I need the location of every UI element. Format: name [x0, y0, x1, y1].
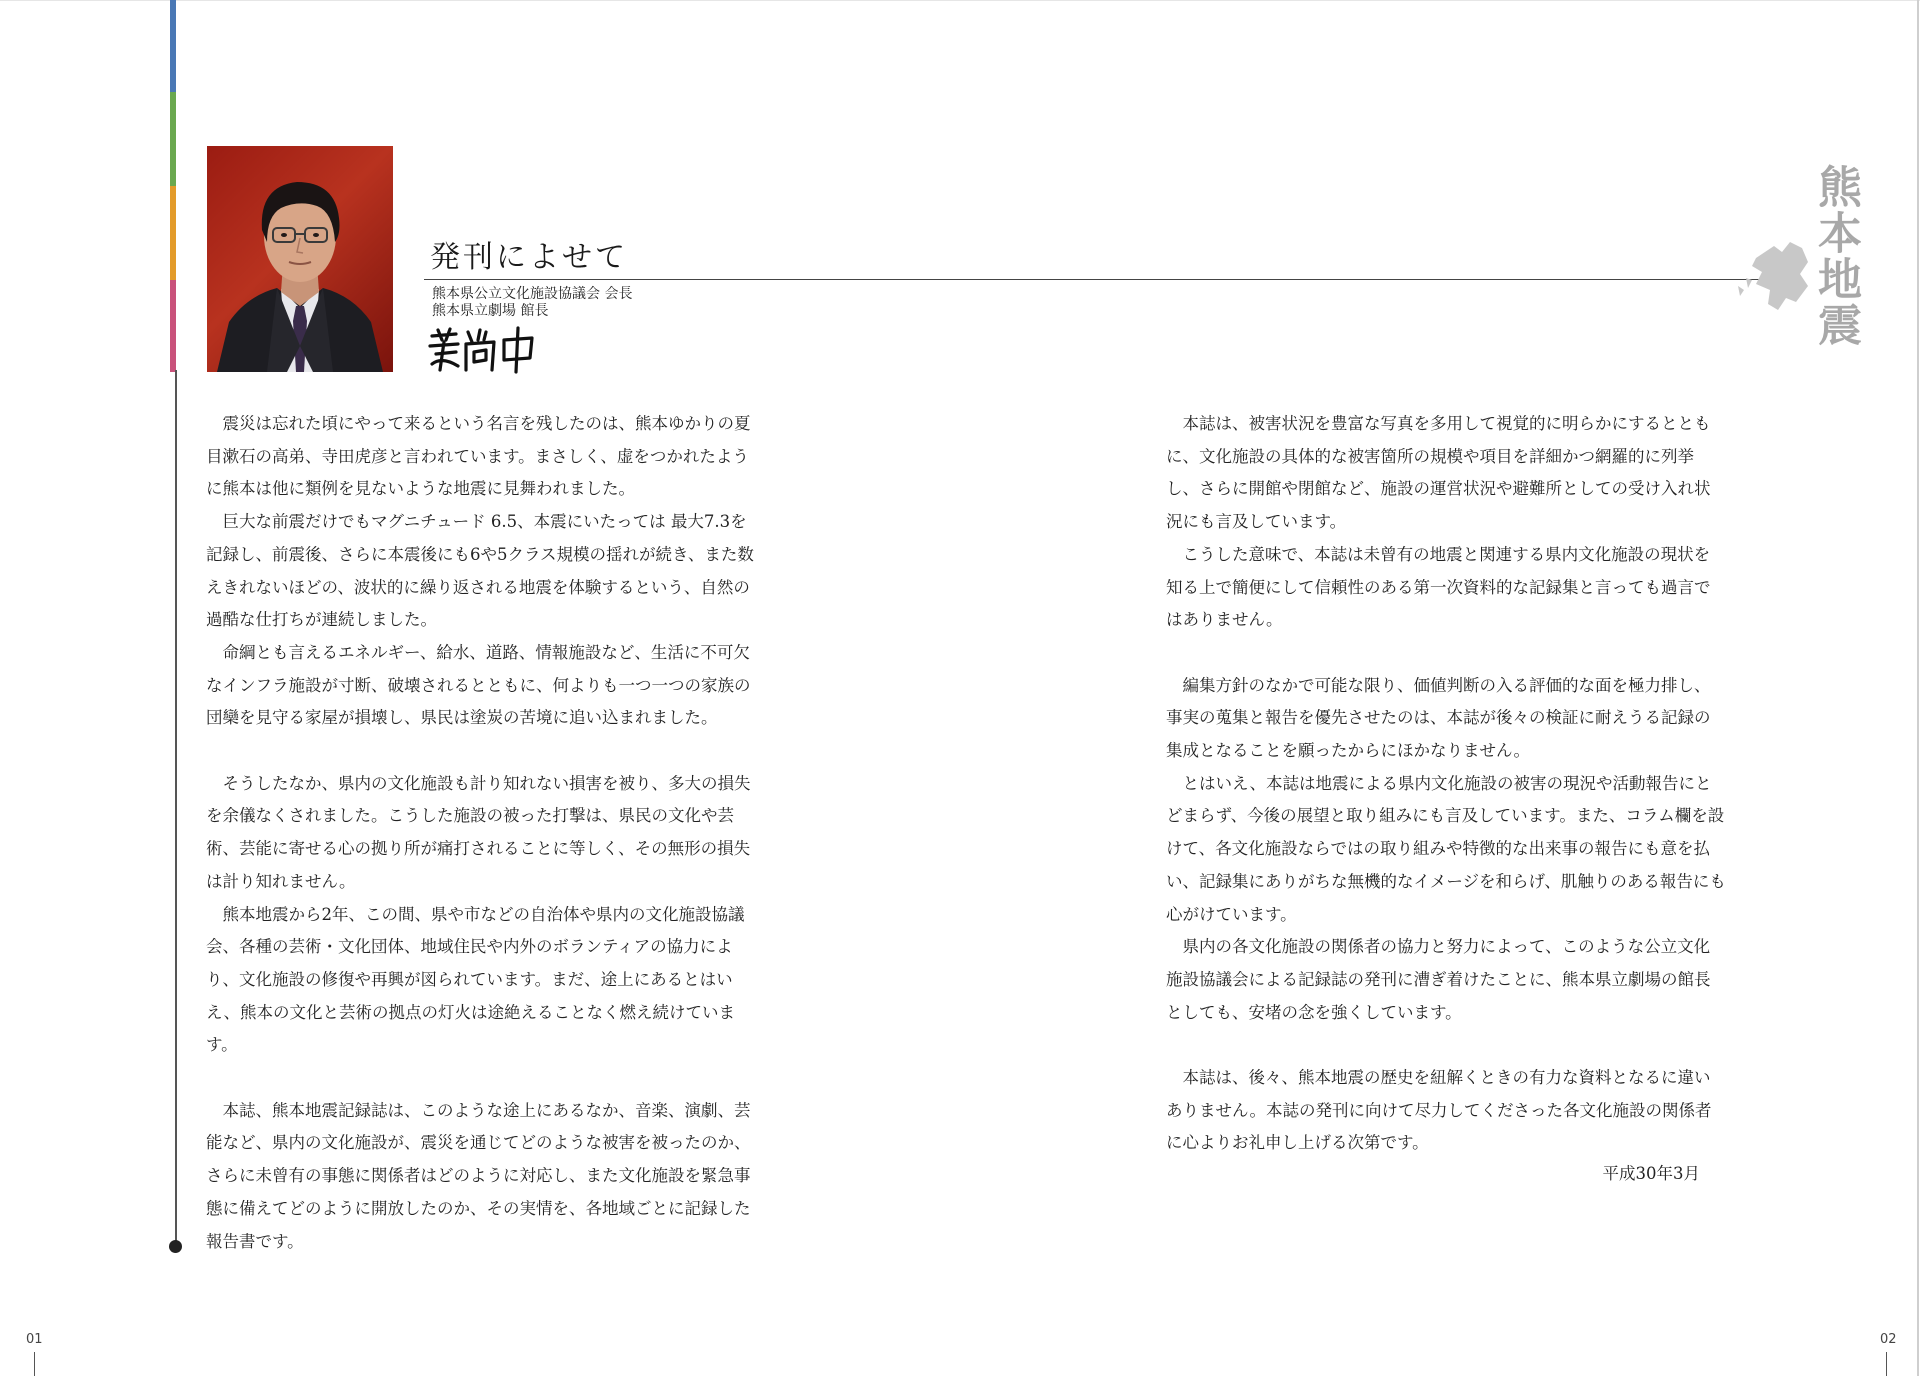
logo-title: 熊本地震 [1810, 164, 1861, 348]
timeline-end-dot [169, 1240, 182, 1253]
accent-bar-blue [170, 0, 176, 92]
page-number-right: 02 [1880, 1332, 1897, 1347]
accent-bar-green [170, 92, 176, 186]
author-affiliation [432, 286, 632, 320]
accent-bar-orange [170, 186, 176, 280]
paragraph: こうした意味で、本誌は未曾有の地震と関連する県内文化施設の現状を知る上で簡便にして信頼性のある第一次資料的な記録集と言っても過言ではありません。 [1166, 544, 1711, 630]
paragraph: 巨大な前震だけでもマグニチュード 6.5、本震にいたっては 最大7.3を記録し、前震後、さらに本震後にも6や5クラス規模の揺れが続き、また数えきれないほどの、波状的に繰り返される地震を体験するという、自然の過酷な仕打ちが連続しました。 [206, 512, 754, 630]
signature-strokes [428, 326, 538, 374]
body-column-left [206, 408, 762, 1258]
affiliation-line-1: 熊本県公立文化施設協議会 会長 [432, 286, 633, 302]
accent-bar-pink [170, 280, 176, 372]
author-signature [428, 326, 538, 378]
publication-date: 平成30年3月 [1602, 1164, 1700, 1183]
body-column-right [1166, 408, 1726, 1160]
paragraph: 本誌は、被害状況を豊富な写真を多用して視覚的に明らかにするとともに、文化施設の具体的な被害箇所の規模や項目を詳細かつ網羅的に列挙し、さらに開館や閉館など、施設の運営状況や避難所としての受け入れ状況にも言及しています。 [1166, 414, 1711, 532]
paragraph: 熊本地震から2年、この間、県や市などの自治体や県内の文化施設協議会、各種の芸術・文化団体、地域住民や内外のボランティアの協力により、文化施設の修復や再興が図られています。まだ、途上にあるとはいえ、熊本の文化と芸術の拠点の灯火は途絶えることなく燃え続けています。 [206, 904, 745, 1055]
paragraph-gap [1166, 1029, 1726, 1062]
paragraph: 命綱とも言えるエネルギー、給水、道路、情報施設など、生活に不可欠なインフラ施設が寸断、破壊されるとともに、何よりも一つ一つの家族の団欒を見守る家屋が損壊し、県民は塗炭の苦境に追い込まれました。 [206, 642, 751, 728]
timeline-line [175, 370, 177, 1244]
portrait-illustration [207, 146, 393, 372]
page-top-edge [0, 0, 1920, 1]
paragraph: とはいえ、本誌は地震による県内文化施設の被害の現況や活動報告にとどまらず、今後の展望と取り組みにも言及しています。また、コラム欄を設けて、各文化施設ならではの取り組みや特徴的な出来事の報告にも意を払い、記録集にありがちな無機的なイメージを和らげ、肌触りのある報告にも心がけています。 [1166, 773, 1726, 924]
author-portrait [207, 146, 393, 372]
affiliation-line-2: 熊本県立劇場 館長 [432, 303, 549, 319]
page-right-edge [1917, 0, 1919, 1376]
paragraph-gap [1166, 637, 1726, 670]
paragraph-gap [206, 735, 762, 768]
paragraph: 編集方針のなかで可能な限り、価値判断の入る評価的な面を極力排し、事実の蒐集と報告を優先させたのは、本誌が後々の検証に耐えうる記録の集成となることを願ったからにほかなりません。 [1166, 675, 1711, 761]
paragraph: 本誌は、後々、熊本地震の歴史を紐解くときの有力な資料となるに違いありません。本誌の発刊に向けて尽力してくださった各文化施設の関係者に心よりお礼申し上げる次第です。 [1166, 1068, 1712, 1153]
page-title: 発刊によせて [430, 240, 628, 275]
page-tick-left [34, 1352, 35, 1376]
paragraph: そうしたなか、県内の文化施設も計り知れない損害を被り、多大の損失を余儀なくされました。こうした施設の被った打撃は、県民の文化や芸術、芸能に寄せる心の拠り所が痛打されることに等しく、その無形の損失は計り知れません。 [206, 773, 751, 891]
paragraph: 震災は忘れた頃にやって来るという名言を残したのは、熊本ゆかりの夏目漱石の高弟、寺田虎彦と言われています。まさしく、虚をつかれたように熊本は他に類例を見ないような地震に見舞われました。 [206, 414, 751, 499]
paragraph: 県内の各文化施設の関係者の協力と努力によって、このような公立文化施設協議会による記録誌の発刊に漕ぎ着けたことに、熊本県立劇場の館長としても、安堵の念を強くしています。 [1166, 937, 1711, 1022]
paragraph-gap [206, 1062, 762, 1095]
page-number-left: 01 [26, 1332, 43, 1347]
title-rule [424, 279, 1784, 280]
paragraph: 本誌、熊本地震記録誌は、このような途上にあるなか、音楽、演劇、芸能など、県内の文化施設が、震災を通じてどのような被害を被ったのか、さらに未曾有の事態に関係者はどのように対応し、また文化施設を緊急事態に備えてどのように開放したのか、その実情を、各地域ごとに記録した報告書です。 [206, 1100, 751, 1251]
page-tick-right [1886, 1352, 1887, 1376]
